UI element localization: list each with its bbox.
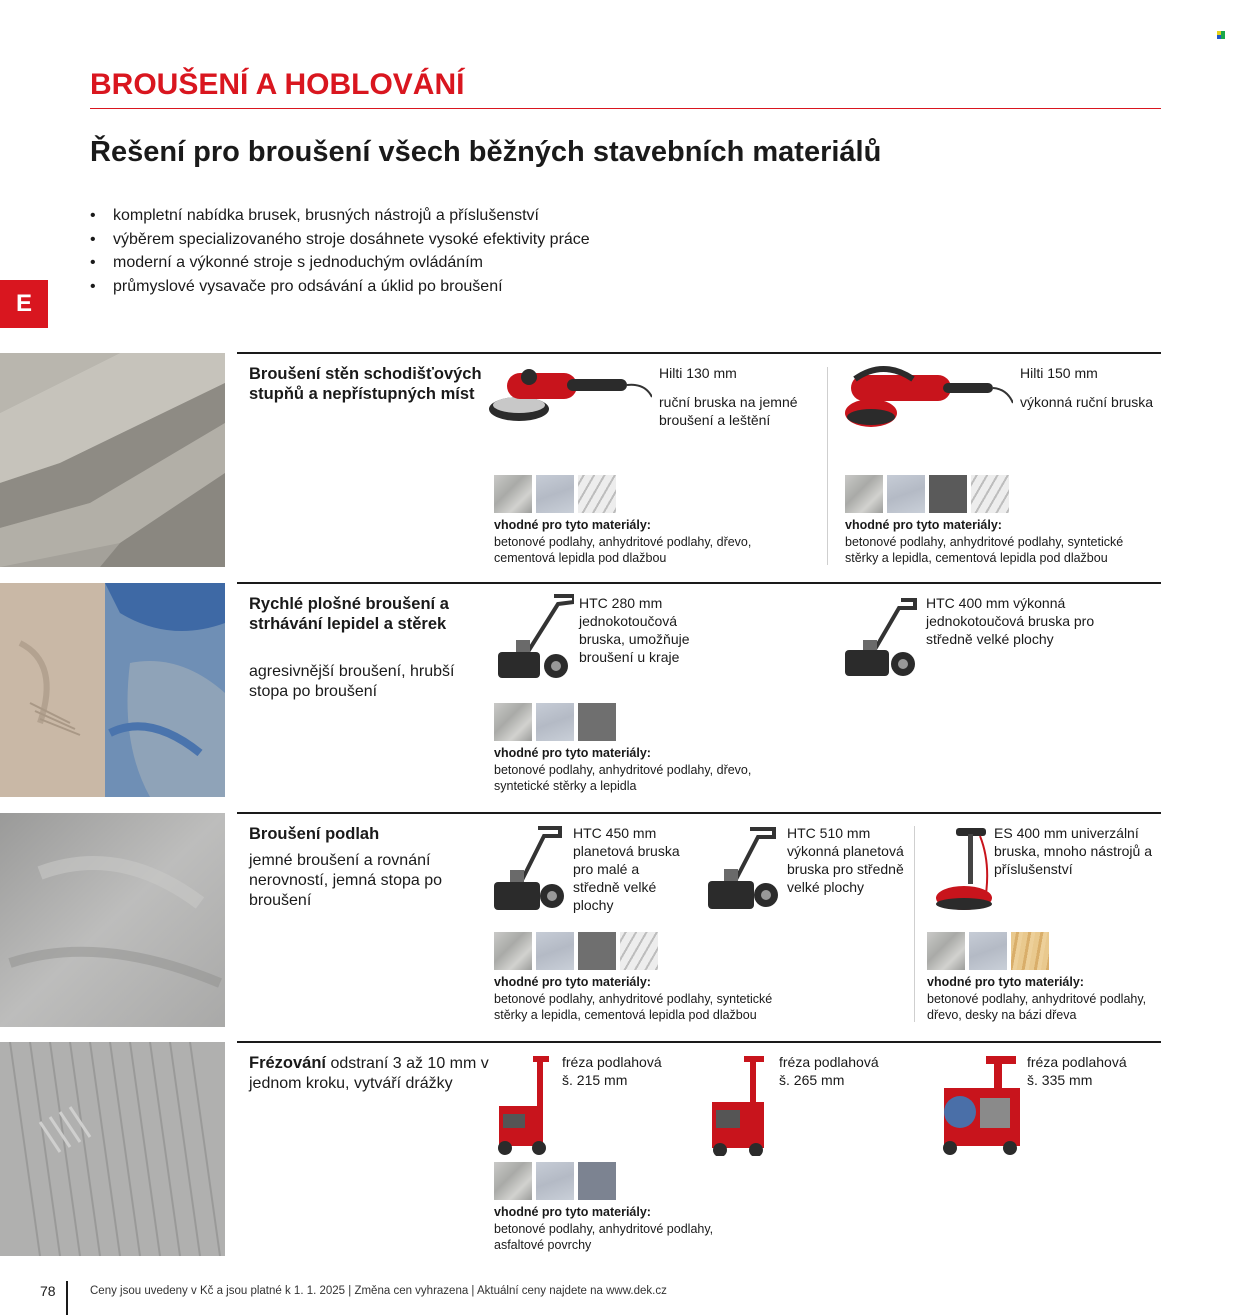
column-divider — [914, 826, 915, 1022]
materials-label: vhodné pro tyto materiály: — [494, 975, 651, 989]
concrete-swatch — [494, 932, 532, 970]
es-400-grinder-image — [930, 826, 992, 912]
materials-list: betonové podlahy, anhydritové podlahy, dřevo, syntetické stěrky a lepidla — [494, 762, 752, 793]
floor-grinding-photo — [0, 813, 225, 1027]
materials-list: betonové podlahy, anhydritové podlahy, asfaltové povrchy — [494, 1221, 714, 1252]
product-description: ruční bruska na jemné broušení a leštění — [659, 394, 798, 428]
section-divider — [237, 352, 1161, 354]
synthetic-screed-swatch — [929, 475, 967, 513]
materials-list: betonové podlahy, anhydritové podlahy, dřevo, desky na bázi dřeva — [927, 991, 1147, 1022]
chapter-tab[interactable]: E — [0, 280, 48, 328]
material-swatches — [494, 1162, 616, 1200]
product-description: výkonná planetová bruska pro středně velké plochy — [787, 843, 904, 895]
materials-info — [494, 745, 754, 795]
anhydrite-swatch — [887, 475, 925, 513]
page-title: BROUŠENÍ A HOBLOVÁNÍ — [90, 68, 465, 101]
product-name: HTC 510 mm — [787, 825, 871, 841]
synthetic-screed-swatch — [578, 932, 616, 970]
materials-info — [494, 974, 804, 1024]
section-title: Frézování — [249, 1054, 327, 1072]
section-divider — [237, 1041, 1161, 1043]
anhydrite-swatch — [536, 1162, 574, 1200]
stairs-photo — [0, 353, 225, 567]
product-description: planetová bruska pro malé a středně velké plochy — [573, 843, 680, 913]
feature-item: • výběrem specializovaného stroje dosáhnete vysoké efektivity práce — [90, 228, 590, 252]
anhydrite-swatch — [969, 932, 1007, 970]
materials-info — [927, 974, 1152, 1024]
materials-info — [845, 517, 1145, 567]
section-heading — [249, 1053, 489, 1094]
materials-info — [494, 1204, 754, 1254]
product-name: HTC 280 mm — [579, 595, 663, 611]
materials-info — [494, 517, 754, 567]
concrete-swatch — [494, 703, 532, 741]
concrete-swatch — [927, 932, 965, 970]
section-divider — [237, 812, 1161, 814]
product-name: fréza podlahová — [562, 1054, 662, 1070]
page-number: 78 — [40, 1283, 56, 1299]
anhydrite-swatch — [536, 703, 574, 741]
feature-item: • moderní a výkonné stroje s jednoduchým ovládáním — [90, 251, 590, 275]
product-name: fréza podlahová — [779, 1054, 879, 1070]
materials-label: vhodné pro tyto materiály: — [927, 975, 1084, 989]
section-description: odstraní 3 až 10 mm — [330, 1055, 477, 1072]
milling-machine-215-image — [493, 1054, 553, 1156]
htc-510-grinder-image — [708, 827, 783, 911]
materials-list: betonové podlahy, anhydritové podlahy, syntetické stěrky a lepidla, cementová lepidla pod dlažbou — [845, 534, 1124, 565]
anhydrite-swatch — [536, 475, 574, 513]
materials-label: vhodné pro tyto materiály: — [494, 1205, 651, 1219]
color-marker-icon — [1217, 26, 1225, 34]
section-title: Rychlé plošné broušení a strhávání lepidel a stěrek — [249, 595, 449, 633]
product-description: š. 335 mm — [1027, 1072, 1093, 1088]
product-description: š. 265 mm — [779, 1072, 845, 1088]
footer-divider — [66, 1281, 68, 1315]
product-description: jednokotoučová bruska, umožňuje broušení u kraje — [579, 613, 690, 665]
htc-450-grinder-image — [494, 826, 569, 912]
materials-list: betonové podlahy, anhydritové podlahy, syntetické stěrky a lepidla, cementová lepidla pod dlažbou — [494, 991, 773, 1022]
asphalt-swatch — [578, 1162, 616, 1200]
product-name: Hilti 150 mm — [1020, 365, 1098, 381]
adhesive-removal-photo — [0, 583, 225, 797]
htc-280-grinder-image — [494, 594, 574, 682]
material-swatches — [494, 703, 616, 741]
synthetic-screed-swatch — [578, 703, 616, 741]
materials-label: vhodné pro tyto materiály: — [494, 746, 651, 760]
htc-400-grinder-image — [843, 596, 923, 680]
product-name: ES 400 mm univerzální — [994, 825, 1139, 841]
page-subtitle: Řešení pro broušení všech běžných stavebních materiálů — [90, 136, 882, 168]
feature-item: • kompletní nabídka brusek, brusných nástrojů a příslušenství — [90, 204, 590, 228]
adhesive-swatch — [971, 475, 1009, 513]
product-name: HTC 450 mm — [573, 825, 657, 841]
section-description: jemné broušení a rovnání nerovností, jemná stopa po broušení — [249, 852, 443, 909]
product-description: bruska, mnoho nástrojů a příslušenství — [994, 843, 1152, 877]
section-title: Broušení stěn schodišťových stupňů a nepřístupných míst — [249, 365, 482, 403]
product-description: jednokotoučová bruska pro středně velké plochy — [926, 613, 1095, 647]
adhesive-swatch — [620, 932, 658, 970]
materials-label: vhodné pro tyto materiály: — [494, 518, 651, 532]
materials-label: vhodné pro tyto materiály: — [845, 518, 1002, 532]
material-swatches — [927, 932, 1049, 970]
feature-item: • průmyslové vysavače pro odsávání a úklid po broušení — [90, 275, 590, 299]
title-divider — [90, 108, 1161, 109]
section-description: v jednom kroku, vytváří drážky — [249, 1055, 489, 1092]
column-divider — [827, 367, 828, 565]
product-name: Hilti 130 mm — [659, 365, 737, 381]
section-divider — [237, 582, 1161, 584]
concrete-swatch — [845, 475, 883, 513]
milling-machine-265-image — [708, 1054, 772, 1156]
anhydrite-swatch — [536, 932, 574, 970]
product-description: výkonná ruční bruska — [1020, 394, 1154, 410]
milling-machine-335-image — [936, 1054, 1026, 1156]
material-swatches — [845, 475, 1009, 513]
section-title: Broušení podlah — [249, 825, 380, 843]
milling-photo — [0, 1042, 225, 1256]
adhesive-swatch — [578, 475, 616, 513]
footer-text: Ceny jsou uvedeny v Kč a jsou platné k 1. 1. 2025 | Změna cen vyhrazena | Aktuální ceny najdete na www.dek.cz — [90, 1285, 667, 1297]
feature-list — [90, 204, 590, 298]
hand-grinder-150-image — [843, 365, 1013, 429]
product-name: HTC 400 mm výkonná — [926, 595, 1066, 611]
product-name: fréza podlahová — [1027, 1054, 1127, 1070]
materials-list: betonové podlahy, anhydritové podlahy, dřevo, cementová lepidla pod dlažbou — [494, 534, 752, 565]
concrete-swatch — [494, 475, 532, 513]
product-description: š. 215 mm — [562, 1072, 628, 1088]
wood-swatch — [1011, 932, 1049, 970]
hand-grinder-130-image — [487, 363, 652, 425]
material-swatches — [494, 932, 658, 970]
concrete-swatch — [494, 1162, 532, 1200]
material-swatches — [494, 475, 616, 513]
section-description: agresivnější broušení, hrubší stopa po broušení — [249, 663, 455, 700]
